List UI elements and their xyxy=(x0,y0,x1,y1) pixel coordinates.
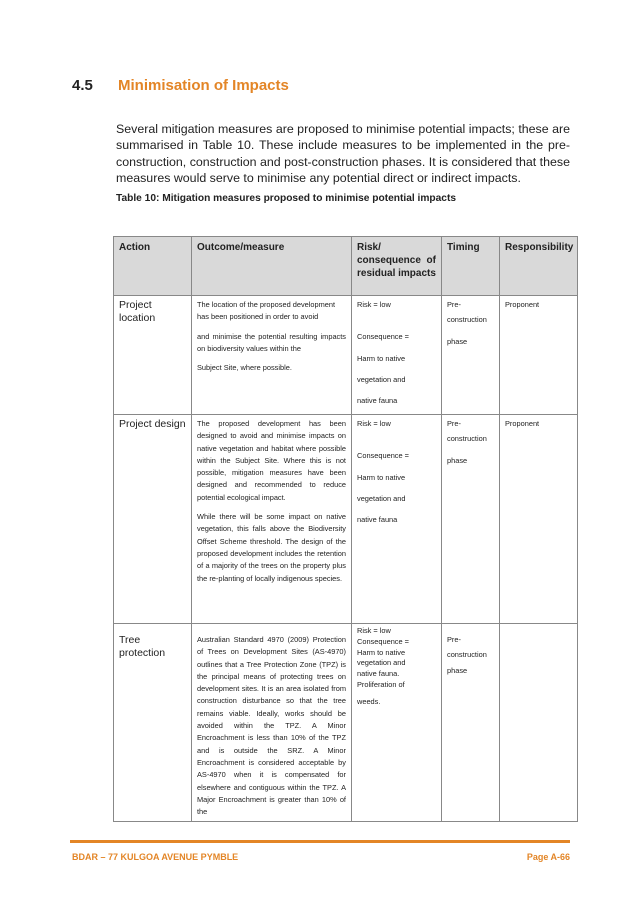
outcome-text: The proposed development has been designed to avoid and minimise impacts on native vegetation and habitat where possible within the Subject Site. Where this is not possible, mitigation measures have been designed and recommended to reduce potential ecological impact. xyxy=(197,419,346,502)
risk-text: vegetation and xyxy=(357,658,406,668)
section-title: Minimisation of Impacts xyxy=(118,77,289,94)
risk-text: native fauna xyxy=(357,515,398,525)
risk-text: vegetation and xyxy=(357,493,406,503)
risk-text: Risk = low xyxy=(357,419,391,428)
mitigation-table xyxy=(113,236,578,822)
header-responsibility: Responsibility xyxy=(500,237,578,296)
risk-text: Proliferation of xyxy=(357,679,405,689)
risk-cell xyxy=(352,296,442,415)
section-heading xyxy=(72,77,289,94)
risk-text: native fauna. xyxy=(357,669,400,679)
footer-divider xyxy=(70,840,570,843)
timing-cell xyxy=(442,296,500,415)
intro-paragraph: Several mitigation measures are proposed to minimise potential impacts; these are summarised in Table 10. These include measures to be implemented in the pre-construction, construction and post-construction phases. It is considered that these measures would serve to minimise any potential direct or indirect impacts. xyxy=(116,122,570,185)
responsibility-cell: Proponent xyxy=(500,415,578,624)
risk-text: Risk = low xyxy=(357,626,391,635)
risk-text: weeds. xyxy=(357,696,381,706)
header-action: Action xyxy=(114,237,192,296)
timing-text: phase xyxy=(447,455,468,465)
responsibility-cell xyxy=(500,624,578,822)
timing-cell xyxy=(442,624,500,822)
header-risk: Risk/ consequence of residual impacts xyxy=(352,237,442,296)
risk-text: Harm to native xyxy=(357,647,406,657)
outcome-text: Australian Standard 4970 (2009) Protection of Trees on Development Sites (AS-4970) outlines that a Tree Protection Zone (TPZ) is the principal means of protecting trees on development sites. It is an area isolated from construction disturbance so that the tree remains viable. Ideally, works should be avoided within the TPZ. A Minor Encroachment is less than 10% of the TPZ and is outside the SRZ. A Minor Encroachment is considered acceptable by AS-4970 when it is compensated for elsewhere and contiguous within the TPZ. A Major Encroachment is greater than 10% of the xyxy=(197,635,346,817)
outcome-cell xyxy=(192,296,352,415)
table-row xyxy=(114,296,578,415)
action-cell: Project design xyxy=(114,415,192,624)
risk-text: Harm to native xyxy=(357,353,406,363)
timing-text: phase xyxy=(447,336,468,346)
action-cell: Project location xyxy=(114,296,192,415)
timing-text: construction xyxy=(447,434,487,444)
timing-text: construction xyxy=(447,315,487,325)
header-timing: Timing xyxy=(442,237,500,296)
risk-cell xyxy=(352,624,442,822)
outcome-text: While there will be some impact on native vegetation, this falls above the Biodiversity Offset Scheme threshold. The design of the proposed development includes the retention of a majority of the trees on the property plus the re-planting of locally indigenous species. xyxy=(197,512,346,583)
timing-cell xyxy=(442,415,500,624)
outcome-text: The location of the proposed development has been positioned in order to avoid xyxy=(197,300,336,322)
timing-text: construction xyxy=(447,650,487,660)
timing-text: Pre- xyxy=(447,419,461,428)
timing-text: phase xyxy=(447,665,468,675)
table-row xyxy=(114,624,578,822)
outcome-text: and minimise the potential resulting impacts on biodiversity values within the xyxy=(197,331,346,353)
outcome-cell xyxy=(192,624,352,822)
responsibility-cell: Proponent xyxy=(500,296,578,415)
risk-text: Consequence = xyxy=(357,636,409,646)
timing-text: Pre- xyxy=(447,635,461,644)
table-header-row xyxy=(114,237,578,296)
footer-page-number: Page A-66 xyxy=(526,852,570,862)
risk-text: native fauna xyxy=(357,396,398,406)
risk-text: Consequence = xyxy=(357,451,409,461)
table-caption: Table 10: Mitigation measures proposed to minimise potential impacts xyxy=(116,193,457,204)
risk-text: Consequence = xyxy=(357,332,409,342)
table-row xyxy=(114,415,578,624)
risk-text: vegetation and xyxy=(357,374,406,384)
section-number: 4.5 xyxy=(72,77,93,94)
outcome-text: Subject Site, where possible. xyxy=(197,363,292,373)
risk-cell xyxy=(352,415,442,624)
footer-document-title: BDAR – 77 KULGOA AVENUE PYMBLE xyxy=(72,852,239,862)
header-outcome: Outcome/measure xyxy=(192,237,352,296)
action-cell: Tree protection xyxy=(114,624,192,822)
risk-text: Harm to native xyxy=(357,472,406,482)
timing-text: Pre- xyxy=(447,300,461,309)
outcome-cell xyxy=(192,415,352,624)
risk-text: Risk = low xyxy=(357,300,391,309)
